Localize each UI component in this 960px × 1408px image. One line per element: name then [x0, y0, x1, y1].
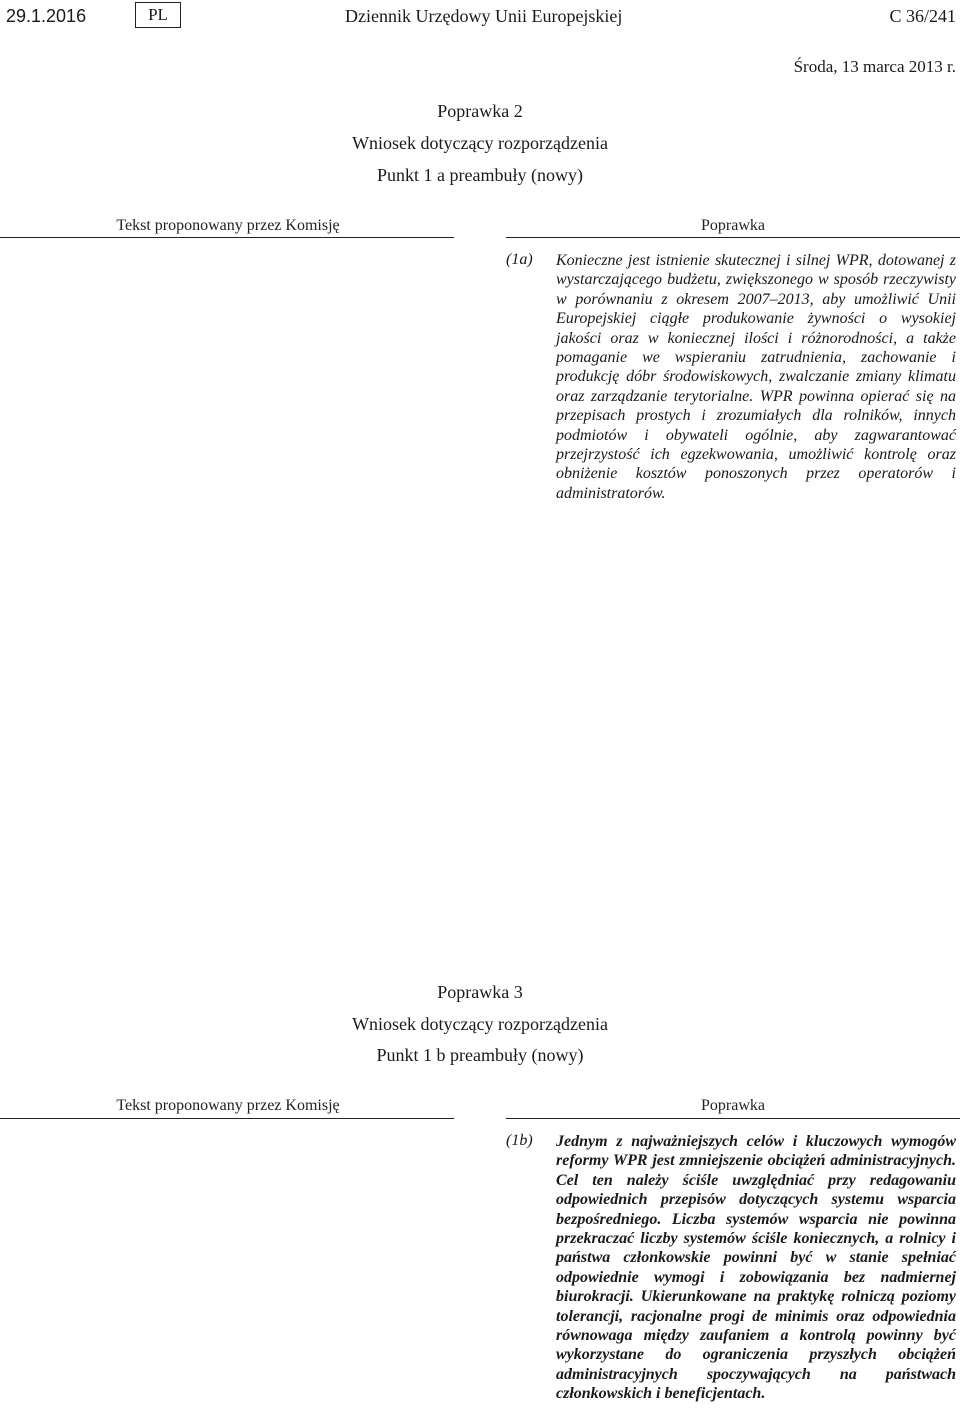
- column-rule-right: [506, 1118, 960, 1119]
- journal-title: Dziennik Urzędowy Unii Europejskiej: [345, 6, 623, 26]
- amendment-subtitle: Wniosek dotyczący rozporządzenia: [352, 133, 608, 153]
- session-date: Środa, 13 marca 2013 r.: [793, 57, 956, 76]
- amendment-title: Poprawka 3: [437, 982, 523, 1002]
- language-badge: PL: [135, 2, 181, 28]
- recital-number: (1b): [506, 1132, 533, 1149]
- recital-text: Konieczne jest istnienie skutecznej i silnej WPR, dotowanej z wystarczającego budżetu, zwiększonego w sposób rzeczywisty w porównaniu z okresem 2007–2013, aby umożliwić Unii Europejskiej ciągłe produkowanie żywności o wysokiej jakości oraz w koniecznej ilości i różnorodności, a także pomaganie we wspieraniu zatrudnienia, zachowanie i produkcję dóbr środowiskowych, zwalczanie zmiany klimatu oraz zarządzanie terytorialne. WPR powinna opierać się na przepisach prostych i zrozumiałych dla rolników, innych podmiotów i obywateli ogólnie, aby zagwarantować przejrzystość ich egzekwowania, umożliwić kontrolę oraz obniżenie kosztów ponoszonych przez operatorów i administratorów.: [556, 252, 956, 502]
- page-reference: C 36/241: [889, 6, 956, 26]
- publication-date: 29.1.2016: [6, 6, 87, 26]
- column-heading-commission: Tekst proponowany przez Komisję: [116, 1097, 340, 1114]
- amendment-point: Punkt 1 a preambuły (nowy): [377, 165, 583, 185]
- column-rule-right: [506, 237, 960, 238]
- amendment-title: Poprawka 2: [437, 101, 523, 121]
- recital-number: (1a): [506, 251, 533, 268]
- amendment-point: Punkt 1 b preambuły (nowy): [376, 1045, 584, 1065]
- column-rule-left: [0, 1118, 454, 1119]
- recital-text: Jednym z najważniejszych celów i kluczowych wymogów reformy WPR jest zmniejszenie obciążeń administracyjnych. Cel ten należy ściśle uwzględniać przy redagowaniu odpowiednich przepisów dotyczących systemu wsparcia bezpośredniego. Liczba systemów wsparcia nie powinna przekraczać liczby systemów ściśle koniecznych, a rolnicy i państwa członkowskie powinni być w stanie spełniać odpowiednie wymogi i zobowiązania bez nadmiernej biurokracji. Ukierunkowane na praktykę rolniczą poziomy tolerancji, racjonalne progi de minimis oraz odpowiednia równowaga między zaufaniem a kontrolą powinny być wykorzystane do ograniczenia przyszłych obciążeń administracyjnych spoczywających na państwach członkowskich i beneficjentach.: [556, 1133, 956, 1403]
- column-heading-amendment: Poprawka: [701, 217, 765, 234]
- column-heading-commission: Tekst proponowany przez Komisję: [116, 217, 340, 234]
- column-rule-left: [0, 237, 454, 238]
- amendment-subtitle: Wniosek dotyczący rozporządzenia: [352, 1014, 608, 1034]
- column-heading-amendment: Poprawka: [701, 1097, 765, 1114]
